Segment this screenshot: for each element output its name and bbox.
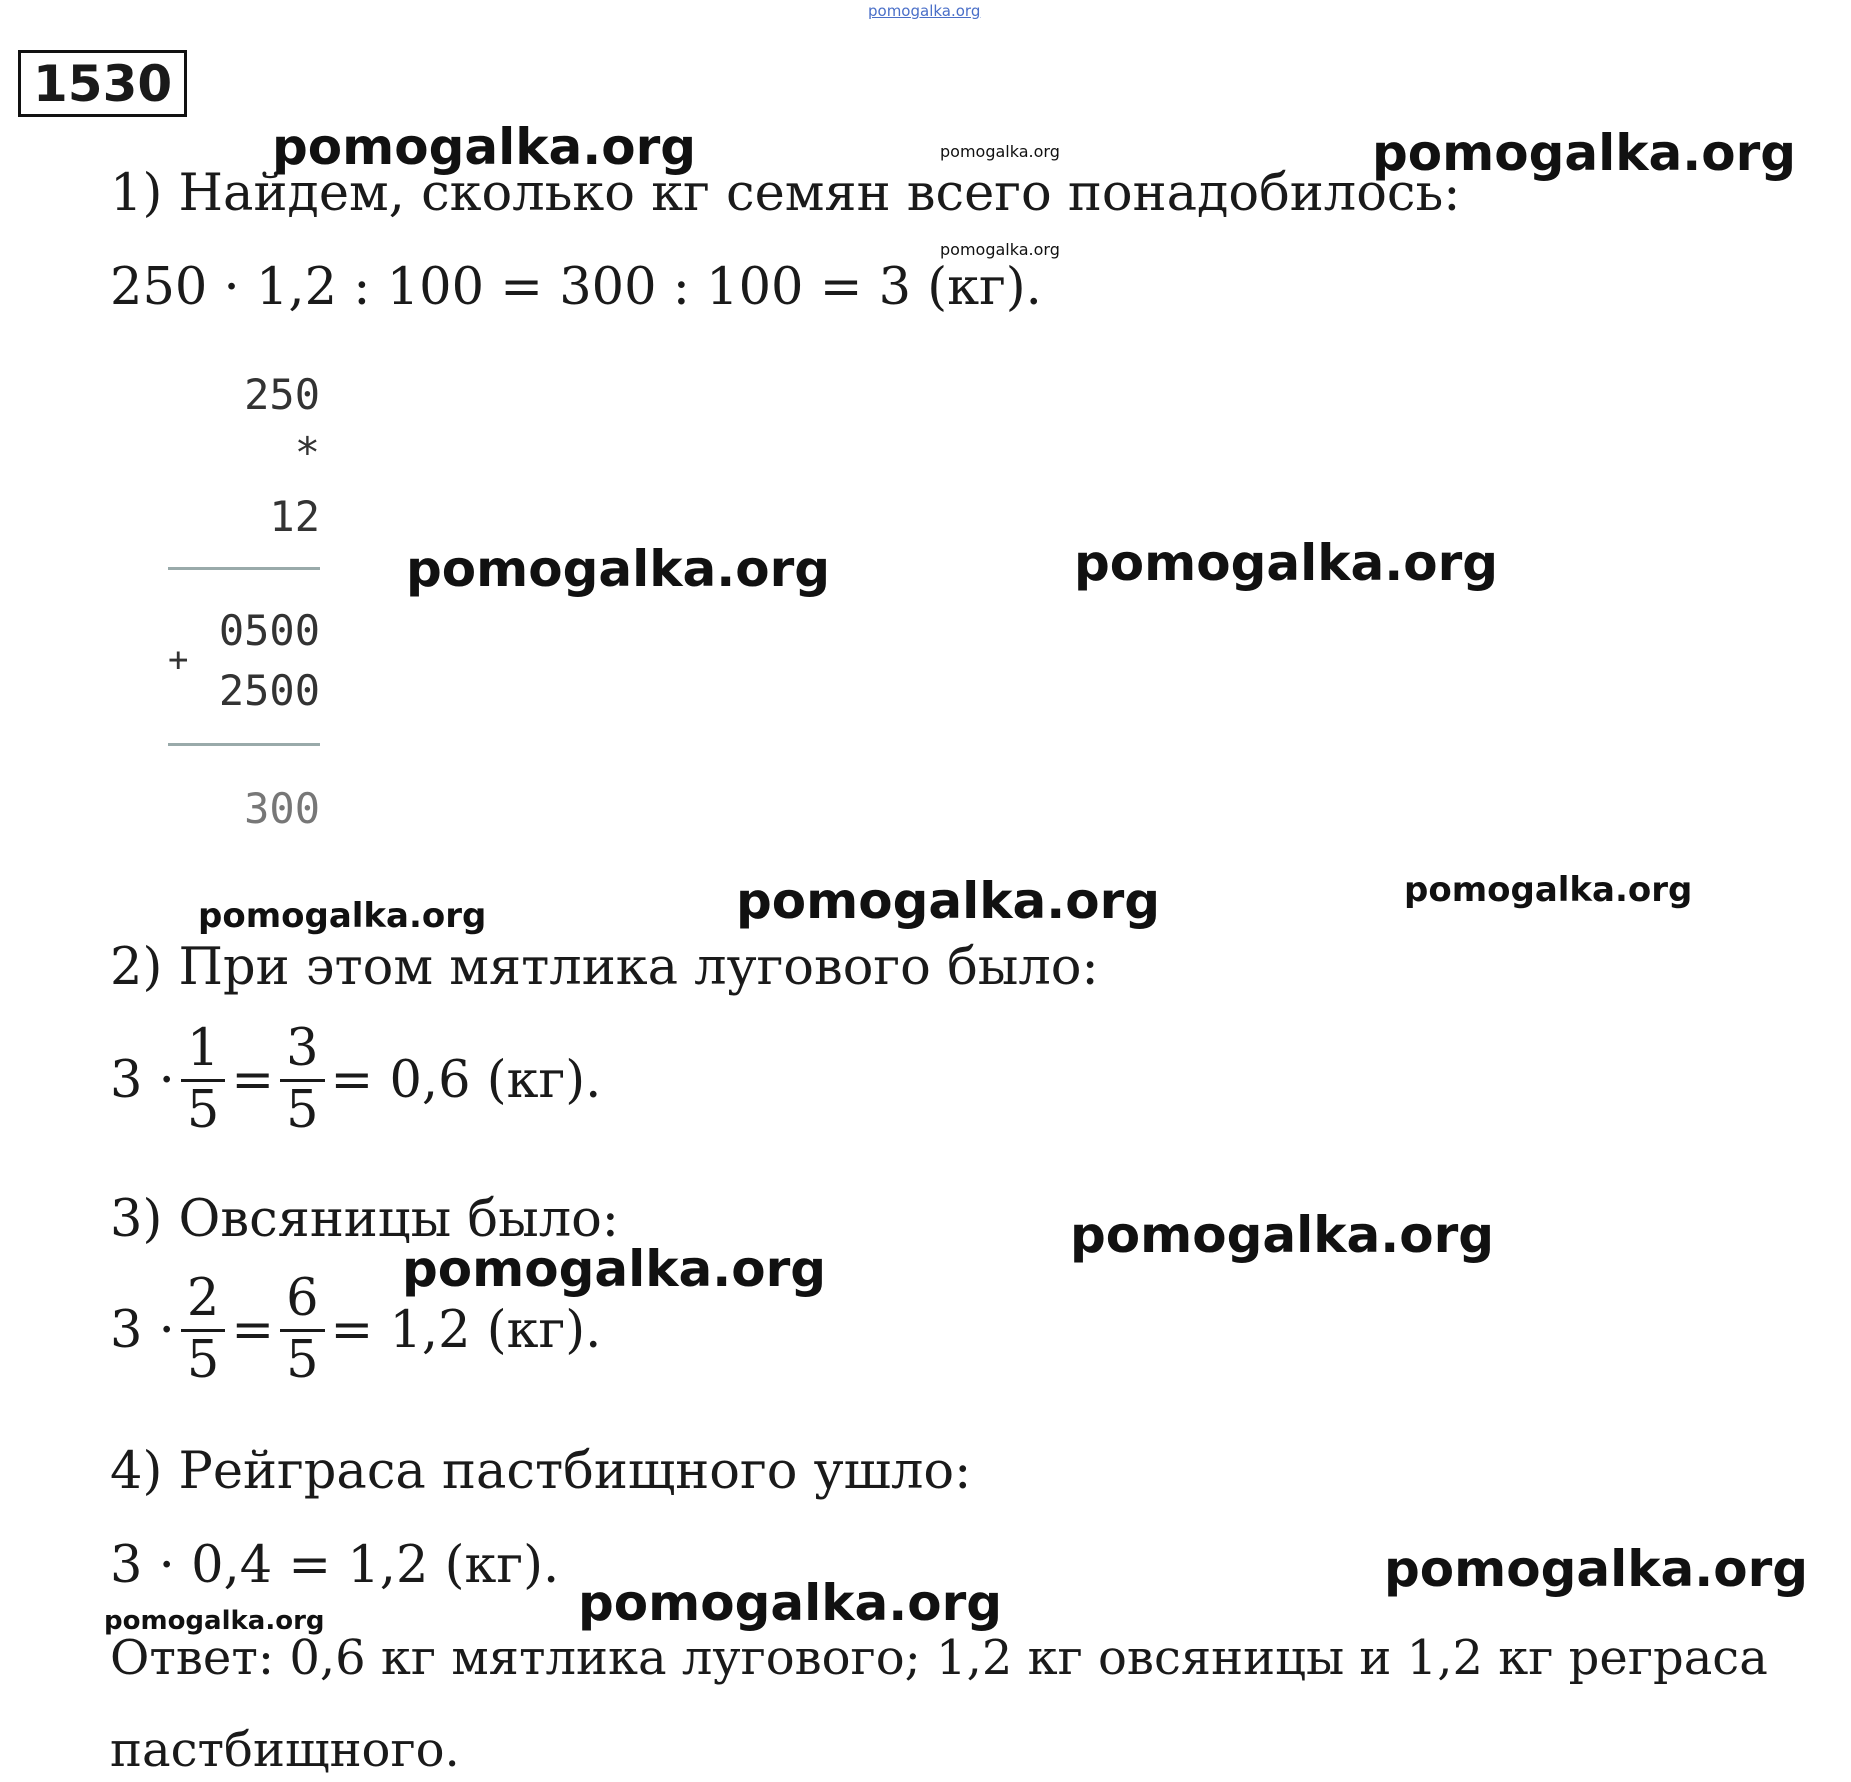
step3-eq: =	[231, 1300, 275, 1360]
step2-formula	[110, 1020, 601, 1140]
step3-frac1-den: 5	[186, 1330, 220, 1390]
watermark: pomogalka.org	[940, 142, 1060, 161]
watermark: pomogalka.org	[1404, 870, 1693, 910]
step4-formula: 3 · 0,4 = 1,2 (кг).	[110, 1536, 560, 1595]
step2-frac1-den: 5	[186, 1080, 220, 1140]
watermark: pomogalka.org	[736, 872, 1161, 930]
column-plus: +	[168, 640, 189, 680]
column-partial-2: 2500	[218, 666, 320, 715]
step3-lhs: 3 ·	[110, 1300, 175, 1360]
watermark: pomogalka.org	[272, 118, 697, 176]
step3-fraction-1	[181, 1270, 225, 1390]
step3-fraction-2	[280, 1270, 324, 1390]
column-divider-2	[168, 743, 320, 746]
watermark: pomogalka.org	[104, 1606, 325, 1636]
watermark: pomogalka.org	[198, 896, 487, 936]
step2-fraction-1	[181, 1020, 225, 1140]
step3-rhs: = 1,2 (кг).	[330, 1300, 602, 1360]
watermark: pomogalka.org	[1070, 1206, 1495, 1264]
step3-frac2-num: 6	[280, 1270, 324, 1332]
column-result: 300	[244, 784, 320, 833]
step1-text: 1) Найдем, сколько кг семян всего понадобилось:	[110, 164, 1461, 223]
step2-frac1-num: 1	[181, 1020, 225, 1082]
step2-lhs: 3 ·	[110, 1050, 175, 1110]
step3-text: 3) Овсяницы было:	[110, 1190, 619, 1249]
step2-frac2-num: 3	[280, 1020, 324, 1082]
step4-text: 4) Рейграса пастбищного ушло:	[110, 1442, 972, 1501]
column-multiplicand: 250	[244, 370, 320, 419]
column-operator: *	[294, 428, 320, 477]
step2-frac2-den: 5	[286, 1080, 319, 1140]
watermark: pomogalka.org	[402, 1240, 827, 1298]
watermark: pomogalka.org	[940, 240, 1060, 259]
step3-frac2-den: 5	[286, 1330, 319, 1390]
watermark: pomogalka.org	[1074, 534, 1499, 592]
step2-eq: =	[231, 1050, 275, 1110]
watermark: pomogalka.org	[406, 540, 831, 598]
column-divider-1	[168, 567, 320, 570]
problem-number: 1530	[18, 50, 187, 117]
step2-fraction-2	[280, 1020, 324, 1140]
watermark: pomogalka.org	[1372, 124, 1797, 182]
column-multiplier: 12	[269, 492, 320, 541]
watermark: pomogalka.org	[1384, 1540, 1809, 1598]
step1-formula: 250 · 1,2 : 100 = 300 : 100 = 3 (кг).	[110, 258, 1042, 317]
answer-line-2: пастбищного.	[110, 1722, 460, 1778]
watermark-top: pomogalka.org	[868, 2, 981, 20]
step3-frac1-num: 2	[181, 1270, 225, 1332]
watermark: pomogalka.org	[578, 1574, 1003, 1632]
step2-text: 2) При этом мятлика лугового было:	[110, 938, 1099, 997]
step2-rhs: = 0,6 (кг).	[330, 1050, 602, 1110]
column-partial-1: 0500	[218, 606, 320, 655]
answer-line-1: Ответ: 0,6 кг мятлика лугового; 1,2 кг овсяницы и 1,2 кг реграса	[110, 1630, 1768, 1686]
